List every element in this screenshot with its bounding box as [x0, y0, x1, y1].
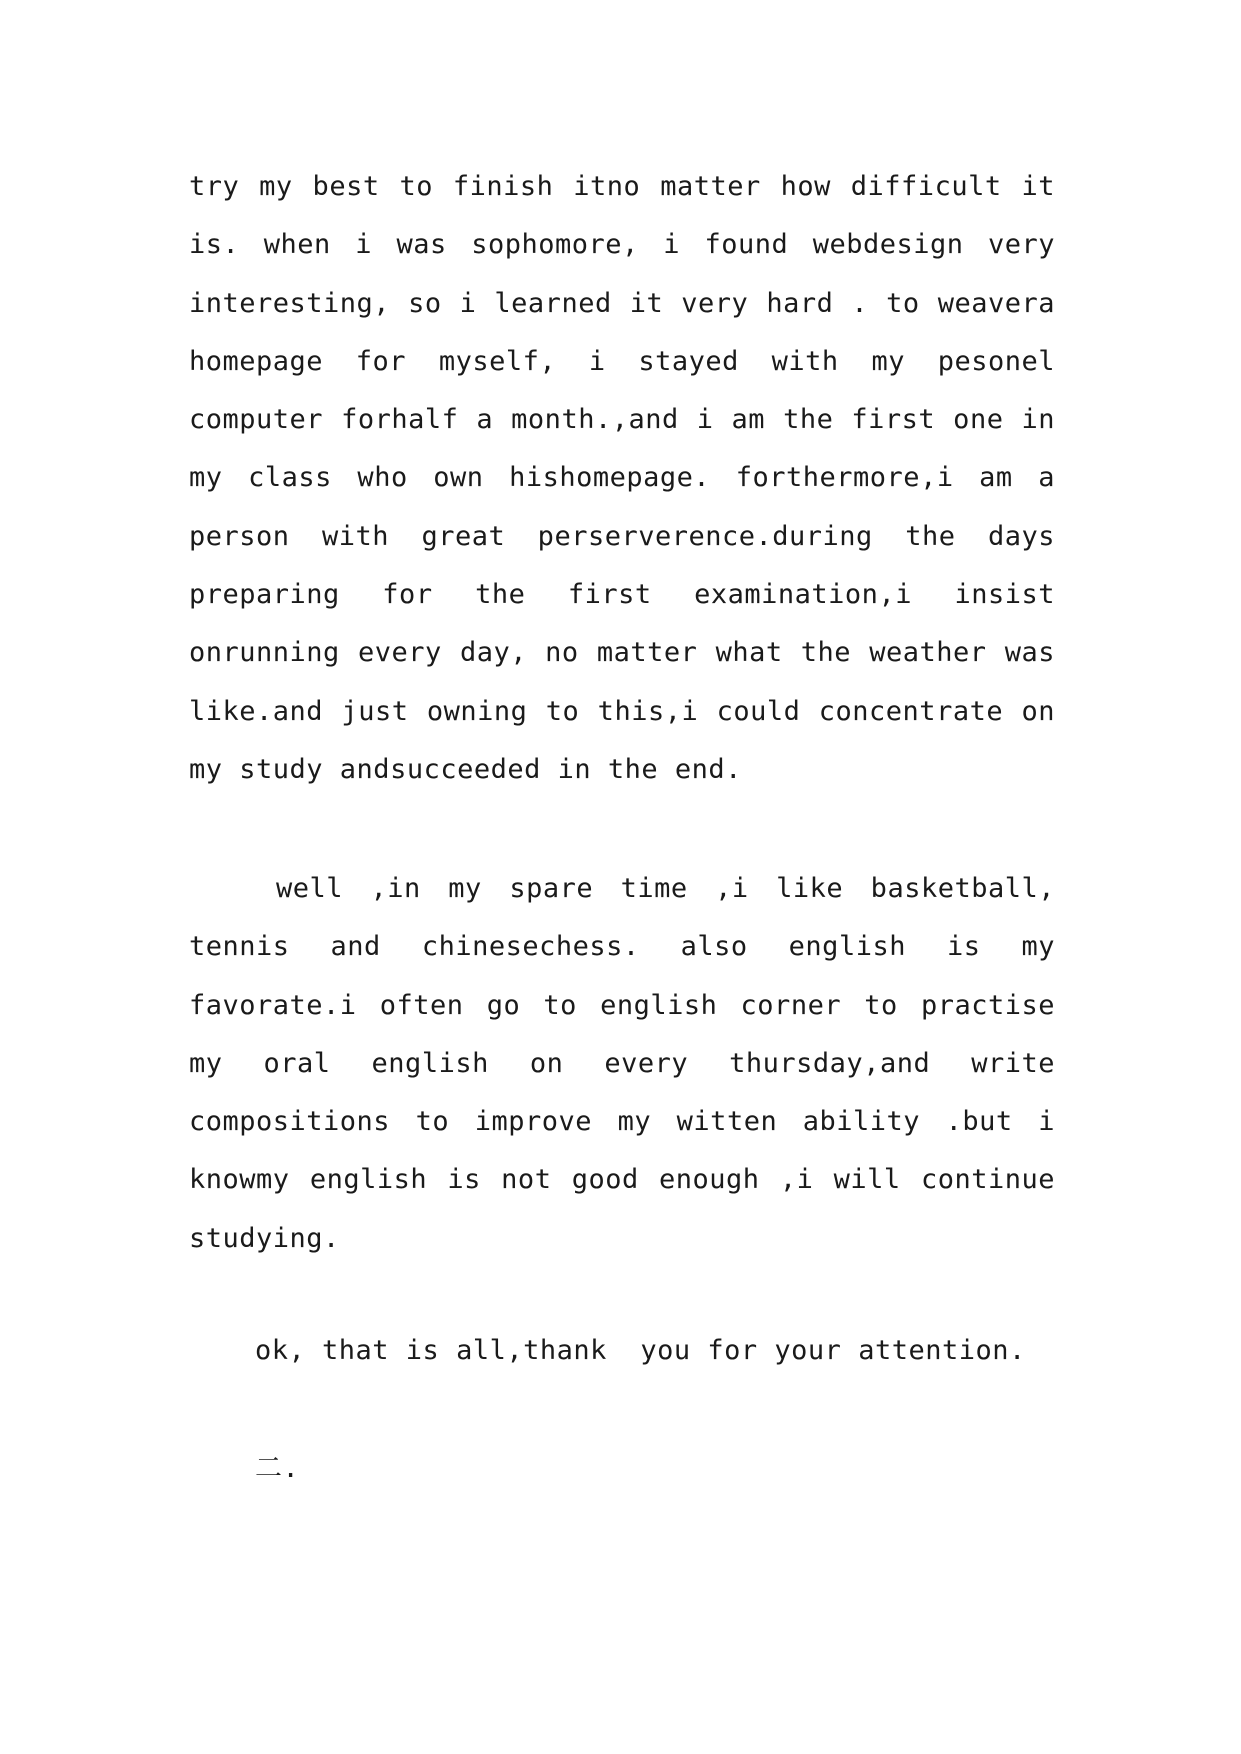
paragraph-line: try my best to finish itno matter how difficult it	[189, 171, 1055, 202]
paragraph-line: preparing for the first examination,i insist	[189, 579, 1055, 611]
paragraph-line: compositions to improve my witten ability .but i	[189, 1106, 1055, 1138]
paragraph-line: knowmy english is not good enough ,i will continue	[189, 1164, 1055, 1196]
paragraph-1	[189, 158, 1055, 799]
paragraph-line: homepage for myself, i stayed with my pesonel	[189, 345, 1055, 377]
paragraph-line: tennis and chinesechess. also english is my	[189, 931, 1055, 963]
paragraph-line: onrunning every day, no matter what the weather was	[189, 637, 1055, 669]
paragraph-line: person with great perserverence.during the days	[189, 520, 1055, 552]
paragraph-line: well ,in my spare time ,i like basketball,	[276, 873, 1055, 904]
paragraph-line: my class who own hishomepage. forthermore,i am a	[189, 462, 1055, 494]
paragraph-line: my oral english on every thursday,and write	[189, 1047, 1055, 1079]
closing-line: ok, that is all,thank you for your attention.	[255, 1335, 1026, 1366]
paragraph-line: is. when i was sophomore, i found webdesign very	[189, 229, 1055, 261]
paragraph-line: favorate.i often go to english corner to practise	[189, 989, 1055, 1021]
paragraph-line: like.and just owning to this,i could concentrate on	[189, 695, 1055, 727]
paragraph-line: computer forhalf a month.,and i am the first one in	[189, 404, 1055, 436]
paragraph-line: interesting, so i learned it very hard . to weavera	[189, 287, 1055, 319]
section-marker	[255, 1440, 455, 1498]
paragraph-3	[255, 1322, 1055, 1380]
paragraph-line: studying.	[189, 1222, 340, 1254]
section-marker-text: 二.	[255, 1453, 300, 1484]
paragraph-2	[189, 860, 1055, 1268]
paragraph-line: my study andsucceeded in the end.	[189, 753, 742, 785]
